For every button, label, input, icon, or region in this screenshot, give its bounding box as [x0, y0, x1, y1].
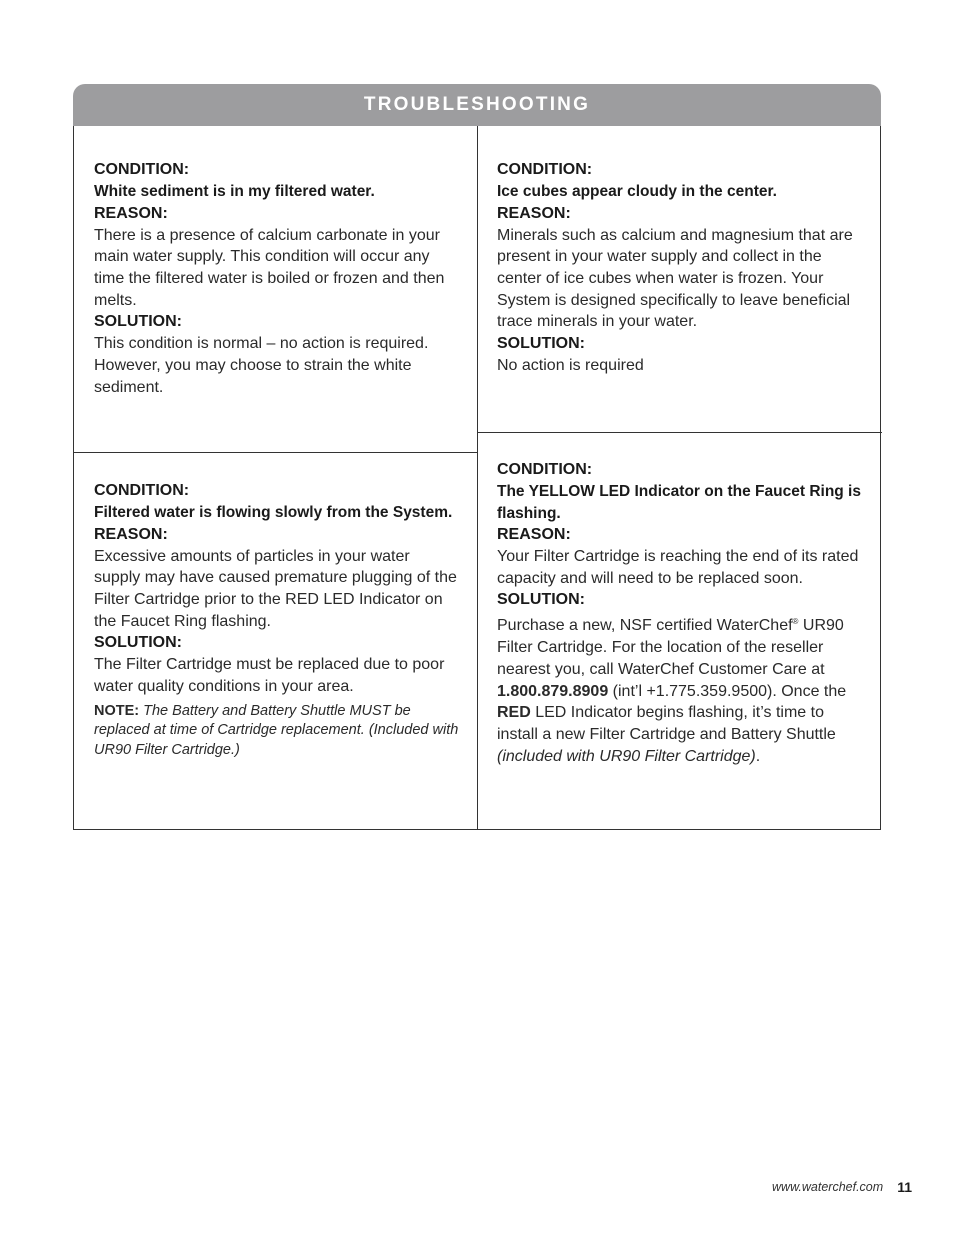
included-note: (included with UR90 Filter Cartridge) [497, 747, 756, 765]
condition-label: CONDITION: [94, 161, 190, 178]
solution-label: SOLUTION: [94, 634, 182, 652]
condition-label: CONDITION: [497, 461, 593, 478]
website-url: www.waterchef.com [772, 1180, 884, 1194]
row-divider-right [478, 432, 882, 433]
trouble-item-white-sediment [94, 159, 460, 398]
reason-text: Your Filter Cartridge is reaching the end of its rated capacity and will need to be replaced soon. [497, 548, 859, 587]
solution-label: SOLUTION: [94, 313, 182, 331]
reason-label: REASON: [94, 525, 168, 543]
note-label: NOTE: [94, 702, 140, 719]
solution-part: UR90 Filter Cartridge. For the location of the reseller nearest you, call WaterChef Customer Care at [497, 617, 844, 678]
page-number: 11 [897, 1179, 912, 1195]
row-divider-left [74, 452, 478, 453]
column-divider [477, 126, 478, 829]
solution-part: (int’l +1.775.359.9500). Once the [608, 682, 847, 700]
troubleshooting-panel [73, 84, 881, 830]
note-text: The Battery and Battery Shuttle MUST be replaced at time of Cartridge replacement. (Included with UR90 Filter Cartridge.) [94, 702, 459, 758]
solution-part: LED Indicator begins flashing, it’s time to install a new Filter Cartridge and Battery Shuttle [497, 704, 836, 743]
solution-part: . [755, 747, 761, 765]
solution-text: This condition is normal – no action is required. However, you may choose to strain the white sediment. [94, 335, 429, 396]
solution-part: Purchase a new, NSF certified WaterChef [497, 617, 793, 635]
reason-label: REASON: [497, 526, 571, 543]
reason-label: REASON: [94, 204, 168, 222]
section-header [73, 84, 881, 126]
solution-label: SOLUTION: [497, 335, 585, 353]
solution-text: No action is required [497, 357, 644, 375]
troubleshooting-grid [73, 126, 881, 830]
reason-text: Minerals such as calcium and magnesium that are present in your water supply and collect in the center of ice cubes when water is frozen. Your System is designed specifically to leave beneficial trace minerals in your water. [497, 226, 853, 331]
solution-label: SOLUTION: [497, 591, 585, 609]
section-title: TROUBLESHOOTING [363, 94, 591, 115]
condition-text: White sediment is in my filtered water. [94, 183, 375, 200]
condition-text: The YELLOW LED Indicator on the Faucet Ring is flashing. [497, 483, 861, 522]
red-emphasis: RED [497, 704, 531, 722]
registered-mark: ® [792, 617, 799, 627]
condition-label: CONDITION: [497, 161, 593, 178]
condition-text: Ice cubes appear cloudy in the center. [497, 183, 777, 200]
reason-text: Excessive amounts of particles in your water supply may have caused premature plugging of the Filter Cartridge prior to the RED LED Indicator on the Faucet Ring flashing. [94, 547, 457, 630]
solution-text [497, 611, 869, 767]
reason-label: REASON: [497, 204, 571, 222]
reason-text: There is a presence of calcium carbonate in your main water supply. This condition will occur any time the filtered water is boiled or frozen and then melts. [94, 226, 445, 309]
trouble-item-slow-flow [94, 480, 460, 761]
trouble-item-yellow-led [497, 459, 869, 767]
customer-care-phone: 1.800.879.8909 [497, 682, 609, 700]
battery-note [94, 702, 460, 761]
solution-text: The Filter Cartridge must be replaced due to poor water quality conditions in your area. [94, 656, 445, 696]
page-footer [772, 1179, 912, 1195]
condition-text: Filtered water is flowing slowly from the System. [94, 504, 453, 521]
condition-label: CONDITION: [94, 482, 190, 499]
trouble-item-cloudy-ice [497, 159, 867, 377]
